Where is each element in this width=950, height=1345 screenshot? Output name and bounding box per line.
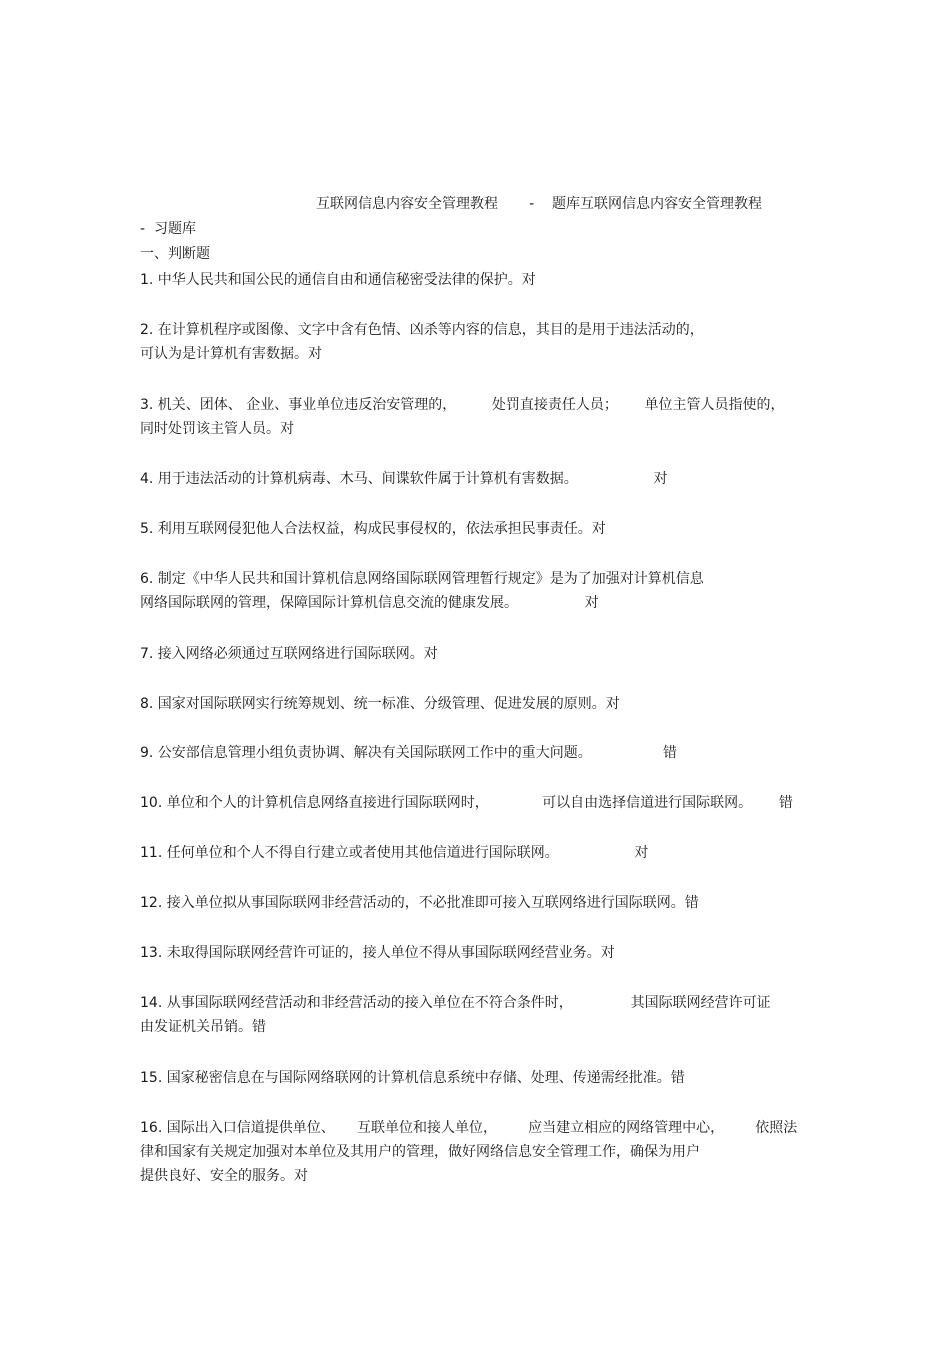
question-item	[140, 517, 820, 541]
question-line: 提供良好、安全的服务。对	[140, 1168, 308, 1184]
question-line: 4. 用于违法活动的计算机病毒、木马、间谍软件属于计算机有害数据。 对	[140, 471, 668, 487]
title-part1: 互联网信息内容安全管理教程	[316, 196, 498, 212]
question-item	[140, 841, 820, 865]
question-line: 6. 制定《中华人民共和国计算机信息网络国际联网管理暂行规定》是为了加强对计算机信息	[140, 571, 704, 587]
question-line: 同时处罚该主管人员。对	[140, 421, 294, 437]
question-item	[140, 741, 820, 765]
question-item	[140, 791, 820, 815]
section-heading: 一、判断题	[140, 246, 210, 262]
question-line: 7. 接入网络必须通过互联网络进行国际联网。对	[140, 646, 438, 662]
document-title-continuation: - 习题库	[140, 221, 196, 237]
question-line: 12. 接入单位拟从事国际联网非经营活动的，不必批准即可接入互联网络进行国际联网。错	[140, 895, 699, 911]
question-line: 2. 在计算机程序或图像、文字中含有色情、凶杀等内容的信息，其目的是用于违法活动的，	[140, 322, 704, 338]
question-line: 律和国家有关规定加强对本单位及其用户的管理，做好网络信息安全管理工作，确保为用户	[140, 1144, 700, 1160]
document-title	[316, 194, 936, 214]
question-item	[140, 318, 820, 366]
title-separator: -	[529, 196, 535, 212]
question-item	[140, 692, 820, 716]
question-item	[140, 991, 820, 1039]
question-item	[140, 1066, 820, 1090]
question-item	[140, 941, 820, 965]
question-line: 9. 公安部信息管理小组负责协调、解决有关国际联网工作中的重大问题。 错	[140, 745, 678, 761]
question-line: 由发证机关吊销。错	[140, 1019, 266, 1035]
question-line: 11. 任何单位和个人不得自行建立或者使用其他信道进行国际联网。 对	[140, 845, 649, 861]
question-item	[140, 567, 820, 615]
question-line: 3. 机关、团体、 企业、事业单位违反治安管理的， 处罚直接责任人员； 单位主管人员指使的，	[140, 397, 785, 413]
question-line: 5. 利用互联网侵犯他人合法权益，构成民事侵权的，依法承担民事责任。对	[140, 521, 606, 537]
question-item	[140, 1116, 820, 1188]
question-line: 13. 未取得国际联网经营许可证的，接人单位不得从事国际联网经营业务。对	[140, 945, 615, 961]
question-line: 可认为是计算机有害数据。对	[140, 346, 322, 362]
question-line: 网络国际联网的管理，保障国际计算机信息交流的健康发展。 对	[140, 595, 599, 611]
question-line: 14. 从事国际联网经营活动和非经营活动的接入单位在不符合条件时， 其国际联网经营许可证	[140, 995, 771, 1011]
question-item	[140, 393, 820, 441]
question-line: 10. 单位和个人的计算机信息网络直接进行国际联网时， 可以自由选择信道进行国际联网。 错	[140, 795, 793, 811]
question-line: 15. 国家秘密信息在与国际网络联网的计算机信息系统中存储、处理、传递需经批准。错	[140, 1070, 685, 1086]
question-line: 8. 国家对国际联网实行统筹规划、统一标准、分级管理、促进发展的原则。对	[140, 696, 620, 712]
question-line: 1. 中华人民共和国公民的通信自由和通信秘密受法律的保护。对	[140, 272, 536, 288]
question-item	[140, 467, 820, 491]
title-part2: 题库互联网信息内容安全管理教程	[552, 196, 763, 212]
question-item	[140, 891, 820, 915]
question-item	[140, 642, 820, 666]
question-line: 16. 国际出入口信道提供单位、 互联单位和接人单位， 应当建立相应的网络管理中心， 依照法	[140, 1120, 798, 1136]
question-item	[140, 268, 820, 292]
